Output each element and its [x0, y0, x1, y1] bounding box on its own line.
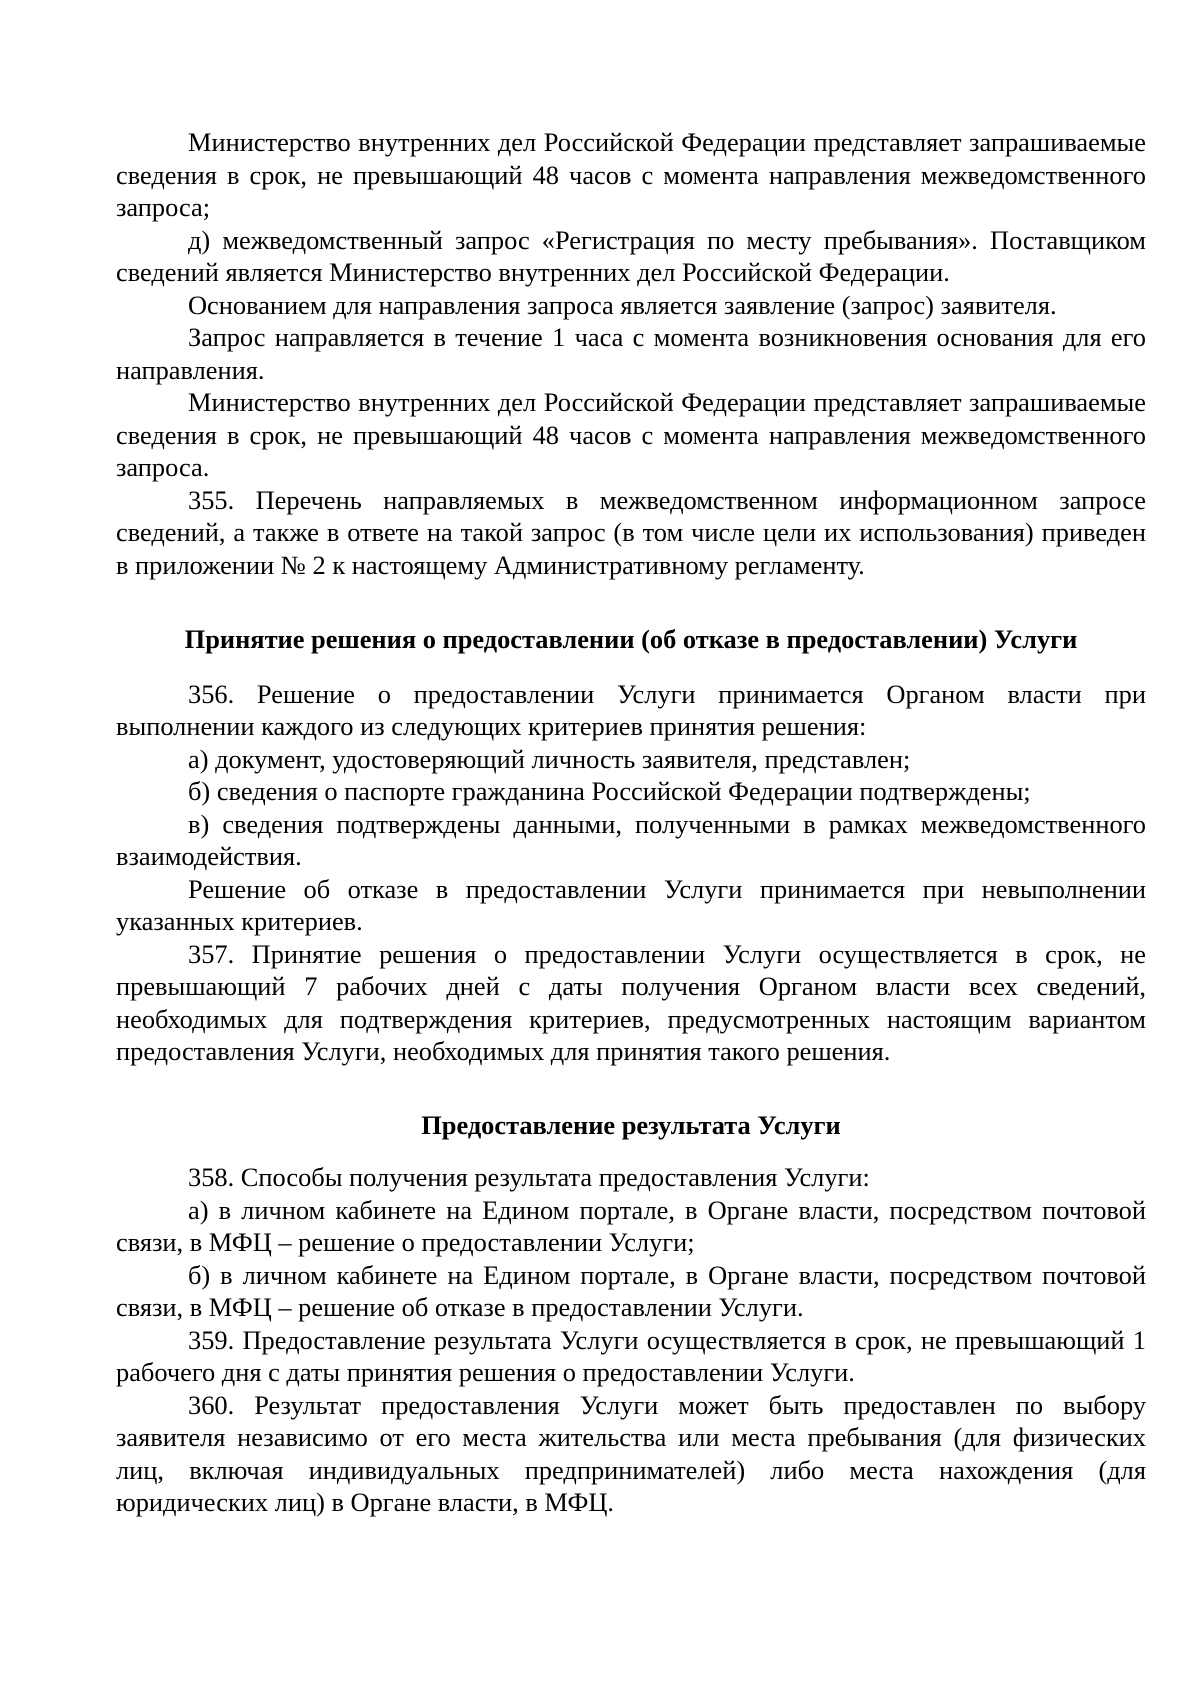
paragraph: Министерство внутренних дел Российской Федерации представляет запрашиваемые сведения в срок, не превышающий 48 часов с момента направления межведомственного запроса; [116, 127, 1146, 222]
paragraph: а) документ, удостоверяющий личность заявителя, представлен; [188, 743, 911, 774]
paragraph: д) межведомственный запрос «Регистрация по месту пребывания». Поставщиком сведений является Министерство внутренних дел Российской Федерации. [116, 224, 1146, 287]
spacer [116, 1068, 1146, 1109]
section-heading: Принятие решения о предоставлении (об отказе в предоставлении) Услуги [184, 624, 1078, 654]
paragraph: 359. Предоставление результата Услуги осуществляется в срок, не превышающий 1 рабочего дня с даты принятия решения о предоставлении Услуги. [116, 1324, 1146, 1387]
paragraph: 360. Результат предоставления Услуги может быть предоставлен по выбору заявителя независимо от его места жительства или места пребывания (для физических лиц, включая индивидуальных предпринимателей) либо места нахождения (для юридических лиц) в Органе власти, в МФЦ. [116, 1389, 1146, 1517]
paragraph: 356. Решение о предоставлении Услуги принимается Органом власти при выполнении каждого из следующих критериев принятия решения: [116, 678, 1146, 741]
document-page [116, 126, 1146, 1519]
paragraph: в) сведения подтверждены данными, полученными в рамках межведомственного взаимодействия. [116, 808, 1146, 871]
paragraph: 355. Перечень направляемых в межведомственном информационном запросе сведений, а также в ответе на такой запрос (в том числе цели их использования) приведен в приложении № 2 к настоящему Административному регламенту. [116, 484, 1146, 580]
paragraph: 357. Принятие решения о предоставлении Услуги осуществляется в срок, не превышающий 7 рабочих дней с даты получения Органом власти всех сведений, необходимых для подтверждения критериев, предусмотренных настоящим вариантом предоставления Услуги, необходимых для принятия такого решения. [116, 938, 1146, 1066]
paragraph: Запрос направляется в течение 1 часа с момента возникновения основания для его направления. [116, 322, 1146, 385]
paragraph: б) сведения о паспорте гражданина Российской Федерации подтверждены; [188, 776, 1031, 806]
spacer [116, 581, 1146, 623]
paragraph: Решение об отказе в предоставлении Услуги принимается при невыполнении указанных критериев. [116, 873, 1146, 936]
spacer [116, 656, 1146, 678]
paragraph: Министерство внутренних дел Российской Федерации представляет запрашиваемые сведения в срок, не превышающий 48 часов с момента направления межведомственного запроса. [116, 387, 1146, 482]
spacer [116, 1141, 1146, 1161]
section-heading: Предоставление результата Услуги [421, 1109, 841, 1140]
paragraph: б) в личном кабинете на Едином портале, в Органе власти, посредством почтовой связи, в МФЦ – решение об отказе в предоставлении Услуги. [116, 1259, 1146, 1322]
paragraph: а) в личном кабинете на Едином портале, в Органе власти, посредством почтовой связи, в МФЦ – решение о предоставлении Услуги; [116, 1194, 1146, 1257]
paragraph: Основанием для направления запроса является заявление (запрос) заявителя. [188, 289, 1057, 320]
paragraph: 358. Способы получения результата предоставления Услуги: [188, 1162, 870, 1192]
